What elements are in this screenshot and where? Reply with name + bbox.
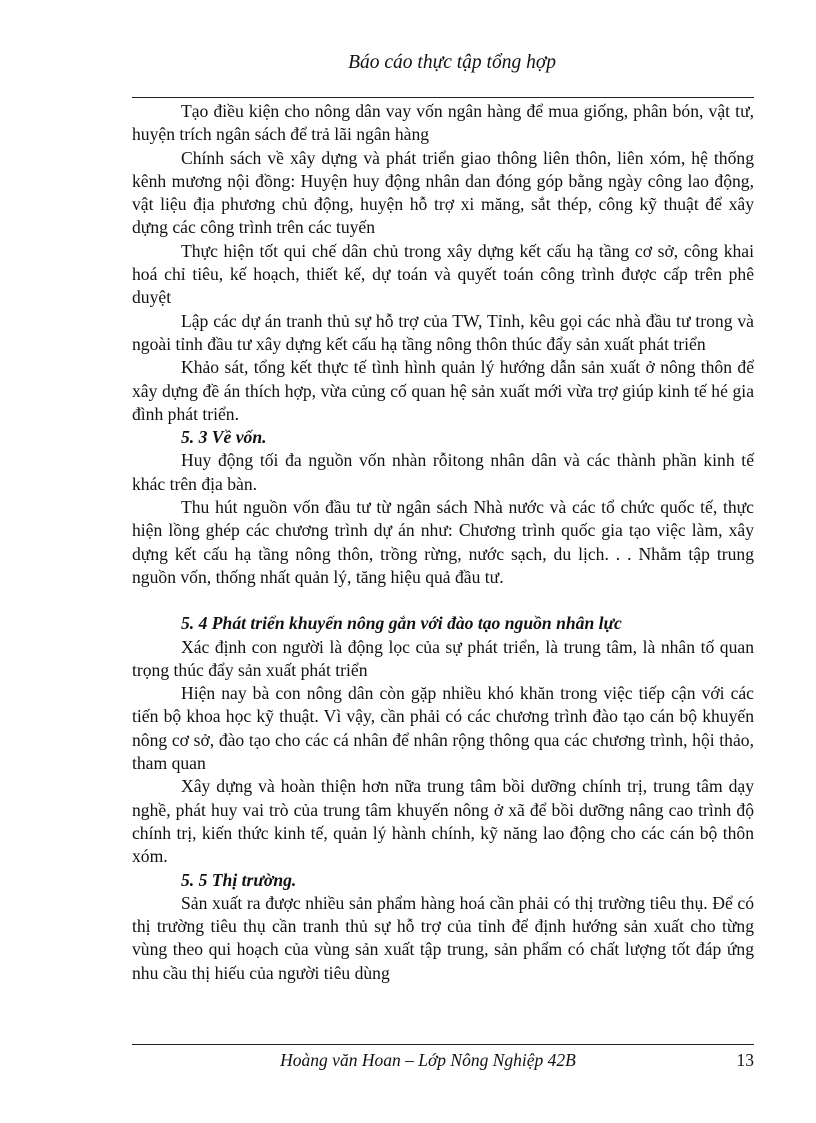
paragraph: Xây dựng và hoàn thiện hơn nữa trung tâm bồi dưỡng chính trị, trung tâm dạy nghề, phát huy vai trò của trung tâm khuyến nông ở xã để bồi dưỡng nâng cao trình độ chính trị, kiến thức kinh tế, quản lý hành chính, kỹ năng lao động cho các cán bộ thôn xóm. [132,776,754,867]
paragraph: Thu hút nguồn vốn đầu tư từ ngân sách Nhà nước và các tổ chức quốc tế, thực hiện lồng ghép các chương trình dự án như: Chương trình quốc gia tạo việc làm, xây dựng kết cấu hạ tầng nông thôn, trồng rừng, nước sạch, du lịch. . . Nhằm tập trung nguồn vốn, thống nhất quản lý, tăng hiệu quả đầu tư. [132,497,754,587]
section-heading-5-4: 5. 4 Phát triển khuyến nông gắn với đào tạo nguồn nhân lực [181,613,622,634]
footer-author: Hoàng văn Hoan – Lớp Nông Nghiệp 42B [280,1050,576,1070]
paragraph: Tạo điều kiện cho nông dân vay vốn ngân hàng để mua giống, phân bón, vật tư, huyện trích ngân sách để trả lãi ngân hàng [132,101,754,145]
page-header-title: Báo cáo thực tập tổng hợp [348,52,556,73]
section-heading-5-3: 5. 3 Về vốn. [181,427,267,448]
paragraph: Xác định con người là động lọc của sự phát triển, là trung tâm, là nhân tố quan trọng thúc đẩy sản xuất phát triển [132,636,754,680]
page-number: 13 [736,1050,754,1070]
document-body [132,100,754,985]
paragraph: Khảo sát, tổng kết thực tế tình hình quản lý hướng dẫn sản xuất ở nông thôn để xây dựng đề án thích hợp, vừa củng cố quan hệ sản xuất mới vừa trợ giúp kinh tế hé gia đình phát triển. [132,357,754,424]
section-heading-5-5: 5. 5 Thị trường. [181,869,297,890]
paragraph: Lập các dự án tranh thủ sự hỗ trợ của TW, Tỉnh, kêu gọi các nhà đầu tư trong và ngoài tỉnh đầu tư xây dựng kết cấu hạ tầng nông thôn thúc đẩy sản xuất phát triển [132,310,754,354]
paragraph: Sản xuất ra được nhiều sản phẩm hàng hoá cần phải có thị trường tiêu thụ. Để có thị trường tiêu thụ cần tranh thủ sự hỗ trợ của tỉnh để định hướng sản xuất cho từng vùng theo qui hoạch của vùng sản xuất tập trung, sản phẩm có chất lượng tốt đáp ứng nhu cầu thị hiếu của người tiêu dùng [132,892,754,983]
paragraph: Thực hiện tốt qui chế dân chủ trong xây dựng kết cấu hạ tầng cơ sở, công khai hoá chỉ tiêu, kế hoạch, thiết kế, dự toán và quyết toán công trình được cấp trên phê duyệt [132,240,754,308]
paragraph: Chính sách về xây dựng và phát triển giao thông liên thôn, liên xóm, hệ thống kênh mương nội đồng: Huyện huy động nhân dan đóng góp bằng ngày công lao động, vật liệu địa phương chủ động, huyện hỗ trợ xi măng, sắt thép, công kỹ thuật để xây dựng các công trình trên các tuyến [132,147,754,238]
header-divider [132,97,754,98]
paragraph: Hiện nay bà con nông dân còn gặp nhiều khó khăn trong việc tiếp cận với các tiến bộ khoa học kỹ thuật. Vì vậy, cần phải có các chương trình đào tạo cán bộ khuyến nông cơ sở, đào tạo cho các cá nhân để nhân rộng thông qua các chương trình, hội thảo, tham quan [132,683,754,774]
paragraph: Huy động tối đa nguồn vốn nhàn rỗitong nhân dân và các thành phần kinh tế khác trên địa bàn. [132,450,754,494]
footer-divider [132,1044,754,1045]
